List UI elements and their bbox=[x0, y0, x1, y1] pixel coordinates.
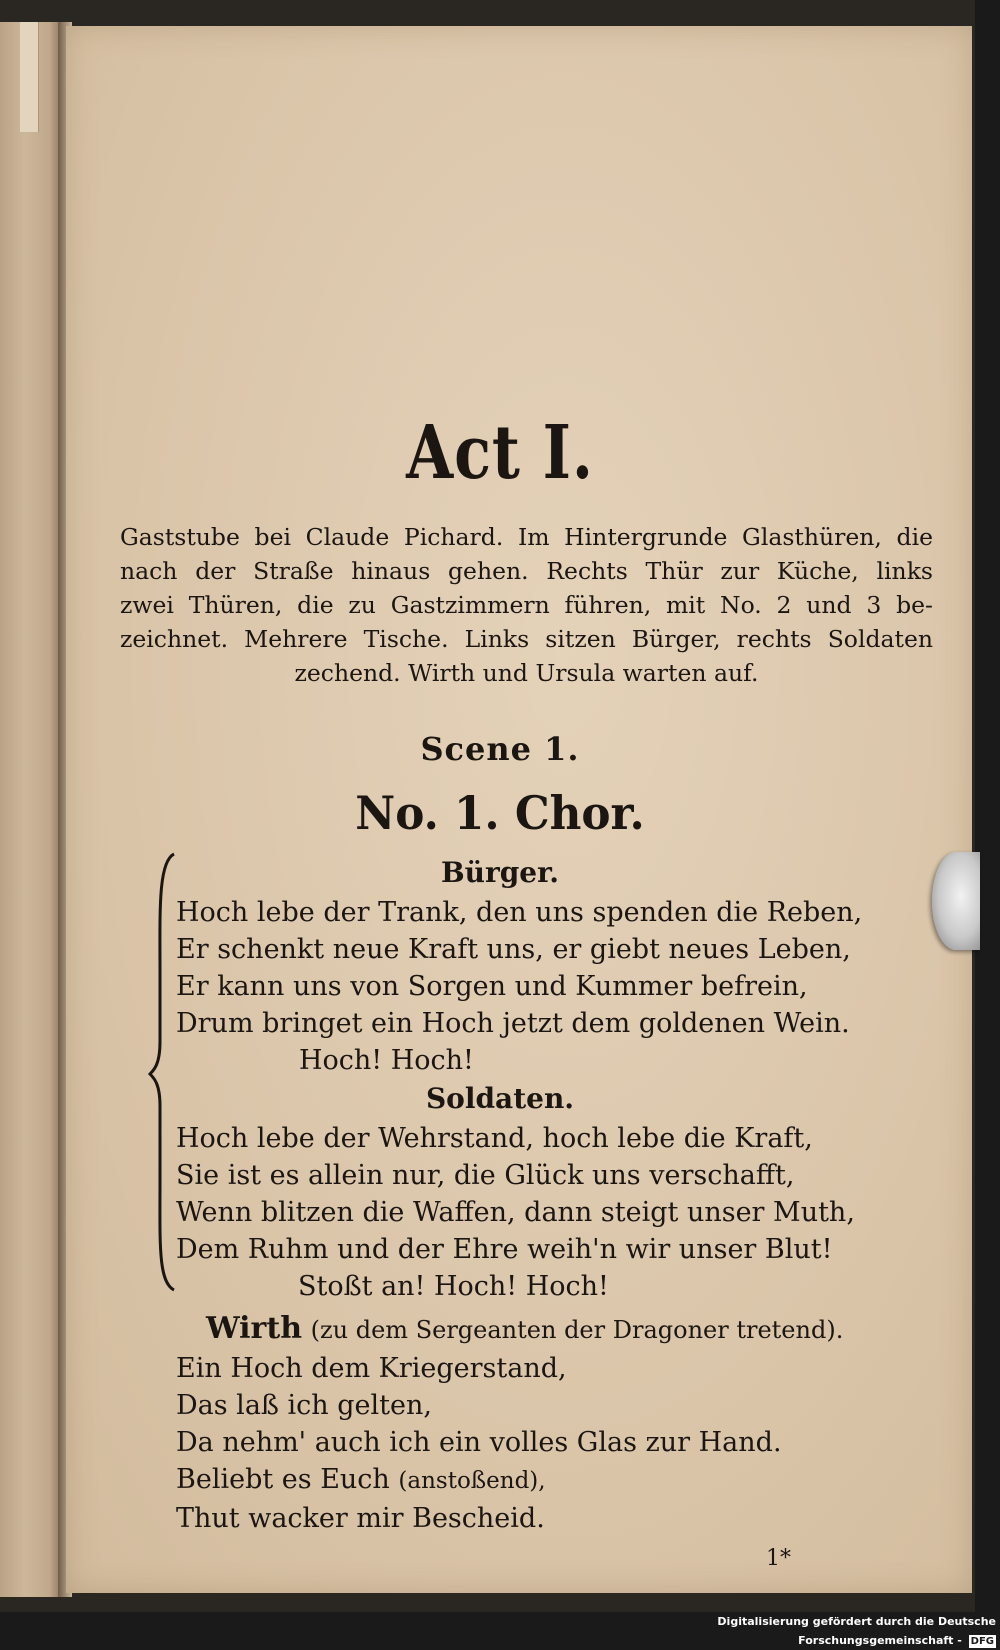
wirth-speaker-line bbox=[206, 1311, 843, 1346]
verse-line: Er kann uns von Sorgen und Kummer befrein, bbox=[176, 971, 808, 1002]
stage-direction-inline: (zu dem Sergeanten der Dragoner tretend). bbox=[310, 1316, 844, 1344]
stage-direction bbox=[120, 520, 933, 690]
verse-line: Dem Ruhm und der Ehre weih'n wir unser Blut! bbox=[176, 1234, 833, 1265]
stage-direction-line: Gaststube bei Claude Pichard. Im Hintergrunde Glasthüren, die bbox=[120, 523, 933, 551]
dfg-logo: DFG bbox=[970, 1636, 994, 1647]
page-clip bbox=[932, 852, 980, 950]
verse-line: Wenn blitzen die Waffen, dann steigt unser Muth, bbox=[176, 1197, 855, 1228]
wirth-verse bbox=[176, 1350, 896, 1537]
footer-text: Digitalisierung gefördert durch die Deutsche Forschungsgemeinschaft - bbox=[717, 1615, 996, 1647]
torn-paper-strip bbox=[20, 22, 39, 132]
footer-credit bbox=[600, 1612, 1000, 1647]
verse-line: Das laß ich gelten, bbox=[176, 1390, 432, 1421]
buerger-verse bbox=[176, 894, 896, 1079]
refrain-line: Stoßt an! Hoch! Hoch! bbox=[298, 1271, 609, 1302]
role-wirth: Wirth bbox=[206, 1311, 303, 1346]
act-title: Act I. bbox=[406, 410, 594, 496]
verse-line: Ein Hoch dem Kriegerstand, bbox=[176, 1353, 567, 1384]
verse-line: Sie ist es allein nur, die Glück uns verschafft, bbox=[176, 1160, 795, 1191]
verse-line bbox=[176, 1461, 896, 1500]
page-number: 1* bbox=[766, 1546, 791, 1571]
role-buerger: Bürger. bbox=[440, 856, 560, 889]
verse-text: Beliebt es Euch bbox=[176, 1464, 390, 1495]
refrain-line: Hoch! Hoch! bbox=[299, 1045, 474, 1076]
stage-direction-inline: (anstoßend), bbox=[398, 1468, 546, 1494]
curly-brace-icon bbox=[148, 852, 178, 1292]
verse-line: Er schenkt neue Kraft uns, er giebt neues Leben, bbox=[176, 934, 851, 965]
verse-line: Hoch lebe der Trank, den uns spenden die Reben, bbox=[176, 897, 863, 928]
stage-direction-line: zeichnet. Mehrere Tische. Links sitzen Bürger, rechts Soldaten bbox=[120, 625, 933, 653]
stage-direction-line: zechend. Wirth und Ursula warten auf. bbox=[294, 659, 759, 687]
role-soldaten: Soldaten. bbox=[425, 1082, 575, 1115]
verse-line: Thut wacker mir Bescheid. bbox=[176, 1503, 545, 1534]
verse-line: Hoch lebe der Wehrstand, hoch lebe die Kraft, bbox=[176, 1123, 813, 1154]
number-heading: No. 1. Chor. bbox=[355, 786, 645, 840]
stage-direction-line: zwei Thüren, die zu Gastzimmern führen, mit No. 2 und 3 be- bbox=[120, 591, 933, 619]
stage-direction-line: nach der Straße hinaus gehen. Rechts Thür zur Küche, links bbox=[120, 557, 933, 585]
scene-heading: Scene 1. bbox=[420, 730, 580, 768]
verse-line: Da nehm' auch ich ein volles Glas zur Hand. bbox=[176, 1427, 782, 1458]
verse-line: Drum bringet ein Hoch jetzt dem goldenen Wein. bbox=[176, 1008, 850, 1039]
soldaten-verse bbox=[176, 1120, 896, 1305]
